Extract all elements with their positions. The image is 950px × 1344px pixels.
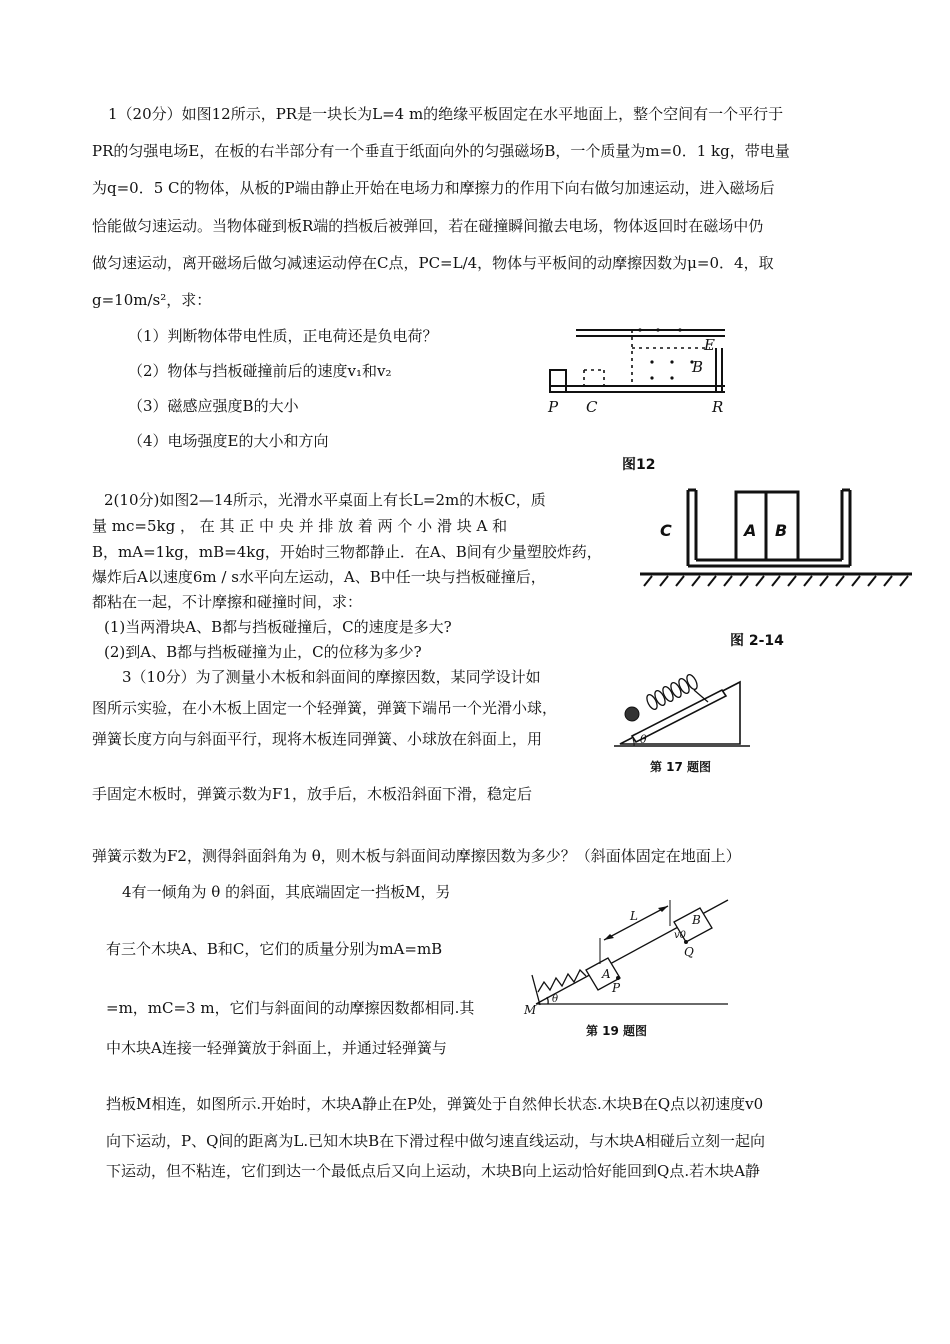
fig19-label-P: P [612,981,621,995]
q4-line-3: =m，mC=3 m，它们与斜面间的动摩擦因数都相同.其 [106,999,475,1017]
q4-line-1: 4有一倾角为 θ 的斜面，其底端固定一挡板M，另 [122,883,451,901]
q4-line-6: 向下运动，P、Q间的距离为L.已知木块B在下滑过程中做匀速直线运动，与木块A相碰后立刻一起向 [106,1132,765,1150]
figure-17 [612,662,752,752]
q4-line-5: 挡板M相连，如图所示.开始时，木块A静止在P处，弹簧处于自然伸长状态.木块B在Q点以初速度v0 [106,1095,764,1113]
figure-12 [540,318,740,418]
q4-line-4: 中木块A连接一轻弹簧放于斜面上，并通过轻弹簧与 [106,1039,447,1057]
q2-line-4: 爆炸后A以速度6m / s水平向左运动，A、B中任一块与挡板碰撞后， [92,568,546,586]
q1-line-1: 1（20分）如图12所示，PR是一块长为L=4 m的绝缘平板固定在水平地面上，整个空间有一个平行于 [108,105,784,123]
fig19-label-Q: Q [684,945,694,959]
q4-line-7: 下运动，但不粘连，它们到达一个最低点后又向上运动，木块B向上运动恰好能回到Q点.若木块A静 [106,1162,760,1180]
fig12-label-R: R [712,398,724,416]
fig12-label-B: B [692,358,704,376]
fig17-label-theta: θ [640,733,647,746]
q2-line-1: 2(10分)如图2—14所示，光滑水平桌面上有长L=2m的木板C，质 [104,491,546,509]
fig19-label-v0: v0 [674,930,687,941]
q3-line-3: 弹簧长度方向与斜面平行，现将木板连同弹簧、小球放在斜面上，用 [92,730,543,748]
q3-line-5: 弹簧示数为F2，测得斜面斜角为 θ，则木板与斜面间动摩擦因数为多少？（斜面体固定在地面上） [92,847,741,865]
q1-item-2: （2）物体与挡板碰撞前后的速度v₁和v₂ [128,362,392,380]
fig12-label-C: C [586,398,598,416]
figure-19 [522,880,742,1020]
q1-line-6: g=10m/s²，求： [92,291,212,309]
q2-line-7: (2)到A、B都与挡板碰撞为止，C的位移为多少? [104,643,422,661]
fig214-label-C: C [660,521,672,540]
fig19-label-A: A [602,967,611,981]
q1-line-4: 恰能做匀速运动。当物体碰到板R端的挡板后被弹回，若在碰撞瞬间撤去电场，物体返回时在磁场中仍 [92,217,764,235]
fig12-label-E: E [704,336,715,354]
q1-item-1: （1）判断物体带电性质，正电荷还是负电荷？ [128,327,438,345]
fig19-label-B: B [692,913,701,927]
figure-2-14-caption: 图 2-14 [730,633,784,649]
q2-line-5: 都粘在一起，不计摩擦和碰撞时间，求： [92,593,363,611]
q1-item-3: （3）磁感应强度B的大小 [128,397,299,415]
q2-line-6: (1)当两滑块A、B都与挡板碰撞后，C的速度是多大? [104,618,452,636]
fig214-label-A: A [744,521,757,540]
q1-item-4: （4）电场强度E的大小和方向 [128,432,329,450]
q4-line-2: 有三个木块A、B和C，它们的质量分别为mA=mB [106,940,443,958]
fig214-label-B: B [775,521,788,540]
fig19-label-theta: θ [552,994,559,1005]
fig19-label-M: M [524,1003,537,1017]
fig19-label-L: L [630,909,638,923]
q3-line-4: 手固定木板时，弹簧示数为F1，放手后，木板沿斜面下滑，稳定后 [92,785,532,803]
q3-line-2: 图所示实验，在小木板上固定一个轻弹簧，弹簧下端吊一个光滑小球， [92,699,558,717]
q2-line-2: 量 mc=5kg ， 在 其 正 中 央 并 排 放 着 两 个 小 滑 块 A 和 [92,517,508,535]
figure-12-caption: 图12 [622,457,656,473]
figure-19-caption: 第 19 题图 [586,1024,648,1038]
q3-line-1: 3（10分）为了测量小木板和斜面间的摩擦因数，某同学设计如 [122,668,541,686]
fig12-label-P: P [548,398,559,416]
q2-line-3: B，mA=1kg，mB=4kg，开始时三物都静止．在A、B间有少量塑胶炸药， [92,543,602,561]
figure-17-caption: 第 17 题图 [650,760,712,774]
q1-line-2: PR的匀强电场E，在板的右半部分有一个垂直于纸面向外的匀强磁场B，一个质量为m=0．1 kg，带电量 [92,142,790,160]
q1-line-5: 做匀速运动，离开磁场后做匀减速运动停在C点，PC=L/4，物体与平板间的动摩擦因数为μ=0．4，取 [92,254,774,272]
q1-line-3: 为q=0．5 C的物体，从板的P端由静止开始在电场力和摩擦力的作用下向右做匀加速运动，进入磁场后 [92,179,775,197]
figure-2-14 [640,482,915,597]
